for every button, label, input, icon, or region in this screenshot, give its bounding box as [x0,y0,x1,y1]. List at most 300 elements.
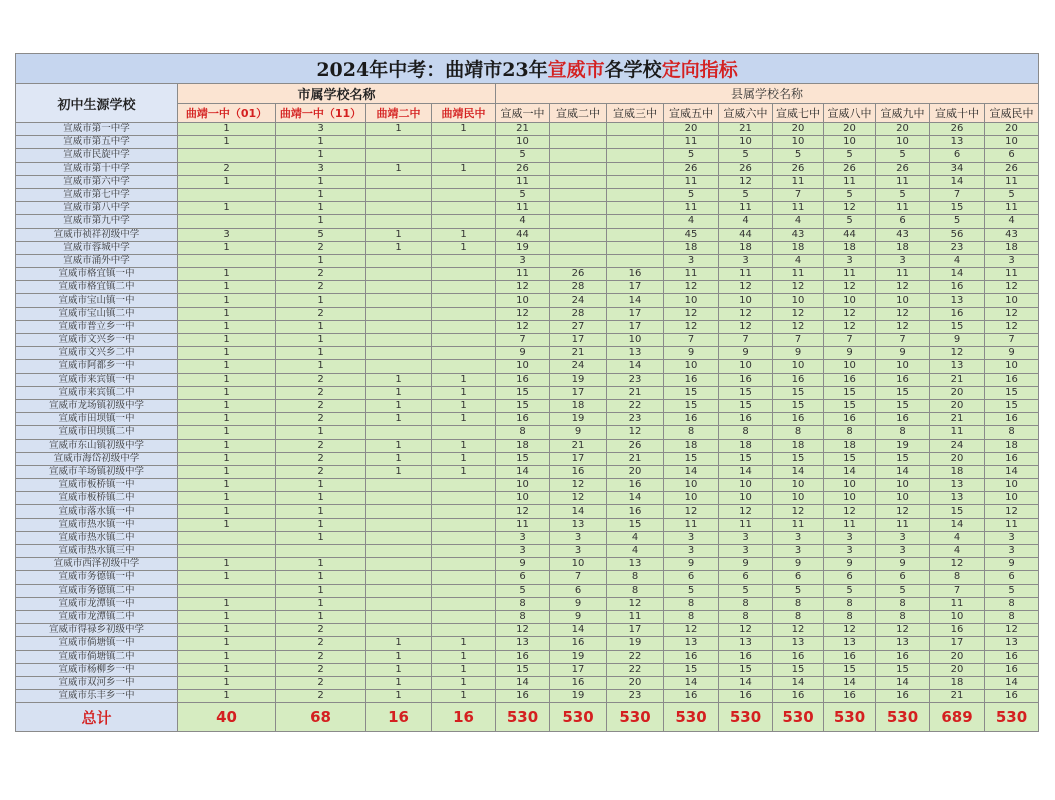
county-quota-cell: 15 [664,386,719,399]
county-quota-cell: 9 [496,558,550,571]
county-quota-cell: 8 [876,597,930,610]
city-quota-cell [178,188,276,201]
source-school-name: 宣威市龙场镇初级中学 [16,399,178,412]
city-quota-cell [432,492,496,505]
county-quota-cell [607,241,664,254]
county-quota-cell: 6 [985,149,1039,162]
county-quota-cell: 11 [876,175,930,188]
county-quota-cell: 13 [930,136,985,149]
county-quota-cell [607,188,664,201]
county-quota-cell: 20 [876,123,930,136]
county-quota-cell: 8 [773,426,824,439]
city-quota-cell [432,360,496,373]
county-quota-cell: 15 [930,320,985,333]
city-quota-cell [432,202,496,215]
city-quota-cell: 1 [178,123,276,136]
county-quota-cell: 11 [773,268,824,281]
county-quota-cell: 4 [930,254,985,267]
county-quota-cell: 19 [550,650,607,663]
county-quota-cell: 11 [985,268,1039,281]
county-quota-cell: 3 [985,531,1039,544]
county-quota-cell: 22 [607,399,664,412]
county-quota-cell [607,175,664,188]
county-quota-cell: 24 [550,294,607,307]
city-quota-cell [366,281,432,294]
city-quota-cell: 1 [366,637,432,650]
county-quota-cell: 8 [607,571,664,584]
total-label: 总计 [16,703,178,732]
source-school-name: 宣威市涌外中学 [16,254,178,267]
table-row [16,426,1039,439]
city-quota-cell: 1 [276,571,366,584]
source-school-name: 宣威市西泽初级中学 [16,558,178,571]
total-value: 16 [432,703,496,732]
city-quota-cell: 1 [366,690,432,703]
county-quota-cell: 6 [496,571,550,584]
county-quota-cell: 19 [607,637,664,650]
county-quota-cell: 5 [719,149,773,162]
county-quota-cell: 11 [496,268,550,281]
county-quota-cell: 16 [876,690,930,703]
county-quota-cell: 10 [664,360,719,373]
county-quota-cell: 11 [607,610,664,623]
source-school-name: 宣威市文兴乡一中 [16,334,178,347]
city-quota-cell: 1 [276,149,366,162]
county-quota-cell: 9 [773,347,824,360]
county-quota-cell: 18 [719,439,773,452]
city-quota-cell: 3 [178,228,276,241]
county-quota-cell: 12 [824,624,876,637]
county-quota-cell: 9 [550,610,607,623]
county-quota-cell: 11 [876,518,930,531]
city-quota-cell: 3 [276,123,366,136]
county-quota-cell: 15 [496,663,550,676]
total-value: 530 [550,703,607,732]
county-quota-cell: 14 [496,676,550,689]
county-quota-cell [607,149,664,162]
county-quota-cell: 8 [664,426,719,439]
county-quota-cell: 26 [607,439,664,452]
table-row [16,690,1039,703]
county-quota-cell: 18 [719,241,773,254]
city-quota-cell: 2 [276,624,366,637]
county-quota-cell [550,215,607,228]
county-quota-cell: 18 [824,439,876,452]
county-quota-cell: 15 [773,399,824,412]
county-quota-cell: 10 [664,479,719,492]
city-quota-cell: 1 [432,386,496,399]
county-quota-cell: 12 [773,307,824,320]
county-quota-cell: 10 [985,492,1039,505]
county-quota-cell: 24 [930,439,985,452]
city-quota-cell: 1 [432,399,496,412]
county-quota-cell: 16 [496,373,550,386]
city-quota-cell: 5 [276,228,366,241]
county-quota-cell: 16 [719,650,773,663]
city-quota-cell: 1 [178,610,276,623]
county-quota-cell: 26 [664,162,719,175]
county-quota-cell: 4 [607,545,664,558]
source-school-name: 宣威市板桥镇一中 [16,479,178,492]
county-quota-cell: 21 [930,413,985,426]
county-quota-cell: 18 [985,241,1039,254]
county-quota-cell: 3 [664,531,719,544]
city-quota-cell: 2 [276,637,366,650]
county-quota-cell: 12 [496,281,550,294]
county-quota-cell: 13 [985,637,1039,650]
county-quota-cell: 5 [496,584,550,597]
page-title [16,54,1039,84]
county-quota-cell: 3 [496,545,550,558]
county-quota-cell: 9 [824,347,876,360]
county-quota-cell: 16 [496,413,550,426]
city-quota-cell: 1 [178,386,276,399]
county-quota-cell: 13 [664,637,719,650]
county-quota-cell: 26 [824,162,876,175]
city-quota-cell [366,188,432,201]
county-quota-cell: 16 [719,690,773,703]
county-quota-cell: 20 [930,650,985,663]
city-quota-cell [366,136,432,149]
city-quota-cell [366,202,432,215]
table-row [16,399,1039,412]
city-quota-cell: 1 [432,241,496,254]
county-quota-cell: 10 [824,479,876,492]
county-quota-cell: 19 [550,413,607,426]
county-quota-cell: 17 [550,452,607,465]
county-quota-cell: 10 [496,492,550,505]
county-quota-cell: 10 [496,294,550,307]
county-quota-cell: 16 [664,690,719,703]
table-row [16,624,1039,637]
source-school-name: 宣威市龙潭镇一中 [16,597,178,610]
county-quota-cell: 11 [664,136,719,149]
table-row [16,136,1039,149]
county-quota-cell: 21 [719,123,773,136]
city-quota-cell: 1 [366,162,432,175]
county-quota-cell: 5 [824,188,876,201]
county-quota-cell: 12 [985,505,1039,518]
county-quota-cell: 16 [824,373,876,386]
county-quota-cell [607,228,664,241]
county-quota-cell: 14 [550,624,607,637]
city-quota-cell: 2 [276,307,366,320]
county-quota-cell: 16 [550,676,607,689]
county-quota-cell: 10 [664,492,719,505]
total-value: 530 [985,703,1039,732]
county-quota-cell [550,149,607,162]
county-quota-cell: 16 [985,373,1039,386]
city-quota-cell [178,149,276,162]
city-quota-cell [366,624,432,637]
city-quota-cell [432,479,496,492]
city-quota-cell: 1 [366,241,432,254]
county-quota-cell: 5 [876,149,930,162]
city-quota-cell: 3 [276,162,366,175]
county-quota-cell: 7 [773,334,824,347]
city-quota-cell [432,597,496,610]
county-quota-cell: 12 [719,505,773,518]
city-quota-cell: 1 [178,175,276,188]
city-quota-cell: 1 [366,650,432,663]
city-quota-cell: 2 [276,676,366,689]
county-quota-cell: 16 [985,413,1039,426]
county-quota-cell: 18 [496,439,550,452]
county-group-header: 县属学校名称 [496,84,1039,104]
county-quota-cell: 10 [930,610,985,623]
city-quota-cell: 1 [178,637,276,650]
county-quota-cell: 12 [930,558,985,571]
county-quota-cell: 8 [985,426,1039,439]
city-quota-cell: 1 [276,202,366,215]
county-quota-cell [607,202,664,215]
table-row [16,294,1039,307]
county-quota-cell: 14 [985,465,1039,478]
county-quota-cell: 8 [719,610,773,623]
county-school-header: 宣威八中 [824,104,876,123]
county-quota-cell: 12 [876,281,930,294]
county-quota-cell: 16 [496,650,550,663]
county-quota-cell: 13 [719,637,773,650]
county-quota-cell: 13 [876,637,930,650]
city-quota-cell [432,558,496,571]
city-quota-cell [432,545,496,558]
county-quota-cell: 12 [719,624,773,637]
county-quota-cell: 20 [930,452,985,465]
county-quota-cell: 14 [773,465,824,478]
table-row [16,123,1039,136]
county-quota-cell: 5 [719,188,773,201]
city-school-header: 曲靖一中（01） [178,104,276,123]
county-quota-cell: 18 [876,241,930,254]
county-quota-cell: 26 [773,162,824,175]
county-quota-cell: 10 [985,136,1039,149]
county-quota-cell: 11 [824,268,876,281]
total-value: 530 [607,703,664,732]
county-quota-cell: 15 [719,386,773,399]
county-quota-cell: 12 [664,624,719,637]
city-quota-cell [432,610,496,623]
county-quota-cell: 14 [719,465,773,478]
city-school-header: 曲靖一中（11） [276,104,366,123]
county-quota-cell: 9 [550,597,607,610]
county-quota-cell: 11 [876,202,930,215]
city-quota-cell [366,531,432,544]
county-quota-cell: 11 [719,268,773,281]
county-quota-cell: 11 [985,518,1039,531]
county-quota-cell: 20 [930,386,985,399]
source-school-name: 宣威市落水镇一中 [16,505,178,518]
table-row [16,676,1039,689]
total-value: 530 [773,703,824,732]
title-part-3: 各学校 [604,59,662,81]
county-quota-cell: 16 [773,373,824,386]
table-row [16,479,1039,492]
city-quota-cell: 1 [366,228,432,241]
source-school-name: 宣威市阿都乡一中 [16,360,178,373]
county-quota-cell: 21 [607,452,664,465]
county-quota-cell: 10 [824,360,876,373]
total-row [16,703,1039,732]
county-quota-cell: 9 [664,558,719,571]
county-quota-cell: 3 [550,531,607,544]
table-row [16,347,1039,360]
county-school-header: 宣威一中 [496,104,550,123]
city-quota-cell: 1 [276,294,366,307]
city-quota-cell: 1 [276,518,366,531]
county-quota-cell: 12 [496,307,550,320]
source-school-name: 宣威市热水镇二中 [16,531,178,544]
city-quota-cell [432,426,496,439]
county-quota-cell: 14 [930,175,985,188]
city-quota-cell [366,307,432,320]
county-quota-cell: 16 [985,663,1039,676]
county-quota-cell: 7 [930,584,985,597]
city-quota-cell: 1 [366,465,432,478]
county-quota-cell: 6 [876,571,930,584]
county-quota-cell: 10 [719,136,773,149]
county-quota-cell: 21 [607,386,664,399]
county-quota-cell: 5 [664,584,719,597]
county-quota-cell: 18 [664,439,719,452]
county-quota-cell: 8 [824,597,876,610]
county-quota-cell: 8 [664,610,719,623]
city-quota-cell [366,518,432,531]
county-quota-cell: 18 [773,241,824,254]
city-quota-cell: 1 [276,492,366,505]
county-quota-cell: 45 [664,228,719,241]
source-school-name: 宣威市务德镇二中 [16,584,178,597]
table-row [16,307,1039,320]
county-quota-cell: 8 [985,597,1039,610]
city-quota-cell: 2 [276,268,366,281]
county-quota-cell: 16 [930,307,985,320]
city-quota-cell: 2 [276,663,366,676]
source-school-name: 宣威市来宾镇一中 [16,373,178,386]
table-row [16,281,1039,294]
city-quota-cell: 1 [178,624,276,637]
city-quota-cell [432,320,496,333]
county-quota-cell: 16 [773,650,824,663]
source-school-name: 宣威市文兴乡二中 [16,347,178,360]
county-quota-cell: 4 [607,531,664,544]
county-quota-cell: 43 [773,228,824,241]
city-quota-cell: 1 [366,399,432,412]
county-school-header: 宣威三中 [607,104,664,123]
county-quota-cell: 16 [607,505,664,518]
county-quota-cell: 18 [550,399,607,412]
city-quota-cell [366,334,432,347]
county-quota-cell: 20 [985,123,1039,136]
county-quota-cell: 10 [773,294,824,307]
county-quota-cell: 26 [876,162,930,175]
county-quota-cell: 4 [930,545,985,558]
county-quota-cell: 28 [550,307,607,320]
county-quota-cell: 10 [824,492,876,505]
table-row [16,465,1039,478]
county-quota-cell: 12 [985,320,1039,333]
source-school-name: 宣威市第十中学 [16,162,178,175]
county-quota-cell: 6 [550,584,607,597]
source-school-name: 宣威市海岱初级中学 [16,452,178,465]
county-quota-cell: 10 [496,479,550,492]
county-quota-cell: 14 [824,676,876,689]
table-row [16,610,1039,623]
city-group-header: 市属学校名称 [178,84,496,104]
county-quota-cell: 11 [719,518,773,531]
city-quota-cell: 1 [178,505,276,518]
city-quota-cell: 1 [432,650,496,663]
county-quota-cell: 15 [773,663,824,676]
city-quota-cell [432,531,496,544]
city-quota-cell [432,149,496,162]
total-value: 689 [930,703,985,732]
county-quota-cell: 8 [496,426,550,439]
county-quota-cell [550,162,607,175]
county-quota-cell: 10 [985,479,1039,492]
city-quota-cell: 1 [178,307,276,320]
city-school-header: 曲靖二中 [366,104,432,123]
county-quota-cell: 10 [719,294,773,307]
county-quota-cell [550,228,607,241]
county-quota-cell: 6 [985,571,1039,584]
county-quota-cell: 8 [824,610,876,623]
city-quota-cell [366,479,432,492]
county-quota-cell: 3 [550,545,607,558]
county-quota-cell: 11 [496,518,550,531]
county-quota-cell: 8 [496,597,550,610]
city-quota-cell: 1 [432,162,496,175]
county-quota-cell: 27 [550,320,607,333]
county-quota-cell: 15 [824,386,876,399]
county-quota-cell: 8 [773,610,824,623]
county-quota-cell: 12 [930,347,985,360]
city-quota-cell [432,136,496,149]
county-quota-cell: 15 [496,386,550,399]
city-quota-cell: 2 [276,241,366,254]
county-quota-cell: 20 [930,663,985,676]
county-quota-cell: 7 [550,571,607,584]
city-quota-cell [432,268,496,281]
county-quota-cell: 14 [930,518,985,531]
county-quota-cell: 9 [719,347,773,360]
table-row [16,637,1039,650]
county-quota-cell: 10 [496,136,550,149]
county-quota-cell: 17 [930,637,985,650]
county-quota-cell [550,254,607,267]
city-quota-cell: 1 [276,215,366,228]
county-quota-cell: 9 [496,347,550,360]
source-school-name: 宣威市双河乡一中 [16,676,178,689]
county-quota-cell: 17 [550,663,607,676]
table-row [16,439,1039,452]
city-quota-cell: 1 [276,188,366,201]
county-quota-cell: 18 [773,439,824,452]
county-quota-cell: 34 [930,162,985,175]
source-school-name: 宣威市祯祥初级中学 [16,228,178,241]
city-quota-cell [366,347,432,360]
table-row [16,531,1039,544]
city-quota-cell: 1 [276,531,366,544]
county-school-header: 宣威七中 [773,104,824,123]
county-quota-cell: 21 [930,373,985,386]
county-quota-cell: 12 [773,624,824,637]
city-quota-cell [432,254,496,267]
city-quota-cell: 1 [366,413,432,426]
county-quota-cell: 10 [985,360,1039,373]
county-quota-cell: 15 [719,399,773,412]
county-quota-cell: 14 [985,676,1039,689]
